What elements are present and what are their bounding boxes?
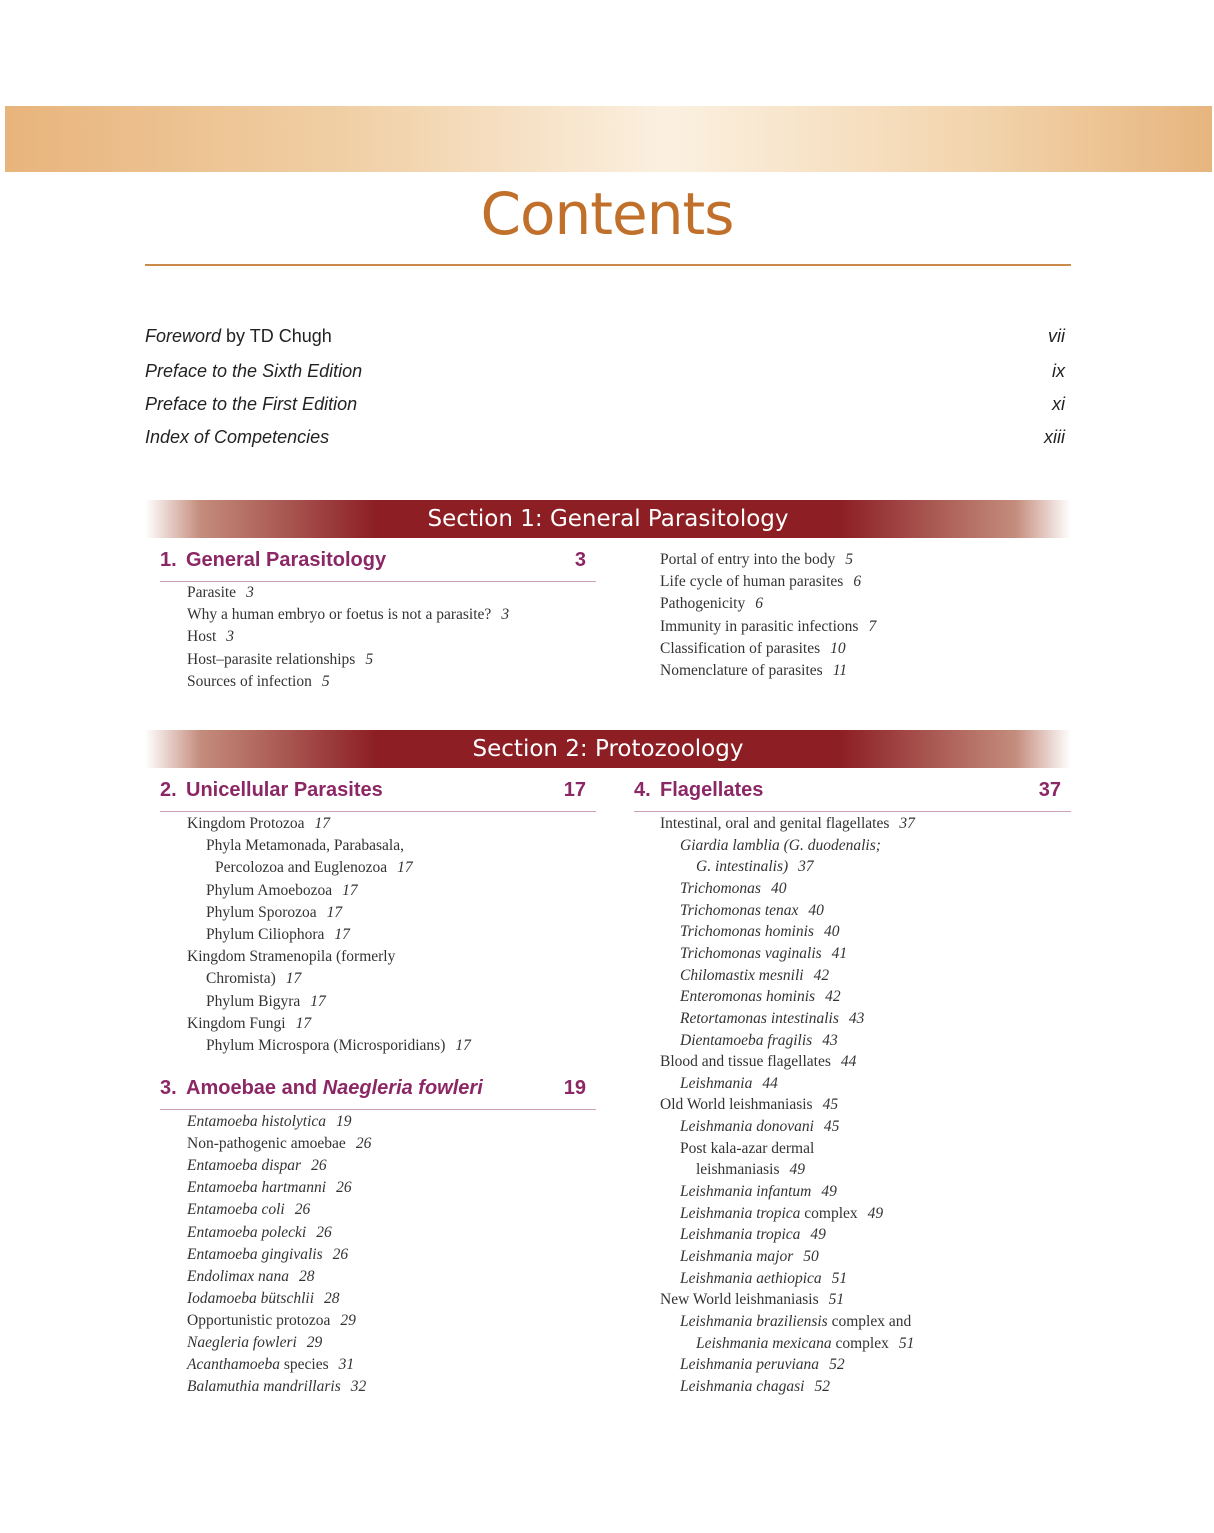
toc-entry (680, 1010, 864, 1028)
toc-entry-title: Leishmania donovani (680, 1118, 814, 1136)
toc-entry-page: 41 (831, 944, 848, 962)
toc-entry-title: New World leishmaniasis (660, 1291, 819, 1309)
toc-entry-page: 50 (803, 1248, 819, 1265)
toc-entry-page: 26 (332, 1245, 349, 1263)
toc-entry-page: 19 (336, 1113, 352, 1130)
toc-entry-title: Trichomonas hominis (680, 923, 814, 941)
toc-entry-title: Percolozoa and Euglenozoa (215, 859, 388, 877)
toc-entry (680, 1356, 845, 1374)
toc-entry-page: 28 (299, 1267, 315, 1285)
chapter-title: General Parasitology (186, 549, 387, 571)
toc-entry-page: 52 (814, 1377, 830, 1395)
toc-entry-title: Phyla Metamonada, Parabasala, (206, 837, 404, 855)
toc-entry (187, 1201, 310, 1219)
toc-entry (187, 815, 330, 833)
toc-entry-page: 49 (789, 1161, 806, 1179)
chapter-page: 37 (1038, 779, 1061, 801)
front-item-preface-first (145, 394, 1065, 424)
toc-entry (206, 904, 342, 922)
toc-entry-page: 17 (397, 859, 413, 877)
toc-entry-page: 51 (828, 1291, 845, 1309)
toc-entry (187, 1268, 315, 1286)
chapter-title-plain: Amoebae and (186, 1077, 323, 1099)
toc-entry-title: Leishmania tropica (680, 1204, 801, 1222)
chapter-number: 1. (160, 549, 177, 571)
toc-entry (680, 1205, 883, 1223)
toc-entry-page: 42 (825, 988, 841, 1006)
toc-entry-title: Life cycle of human parasites (660, 573, 844, 591)
toc-entry (206, 970, 301, 988)
toc-entry (187, 1135, 371, 1153)
toc-entry (696, 858, 814, 876)
toc-entry-title: Non-pathogenic amoebae (187, 1135, 346, 1153)
toc-entry-title: Portal of entry into the body (660, 551, 836, 568)
chapter-title: Unicellular Parasites (186, 779, 383, 801)
toc-entry-page: 49 (867, 1204, 884, 1222)
toc-entry-page: 17 (295, 1014, 312, 1032)
toc-entry-title: Parasite (187, 584, 237, 601)
toc-entry-title: Leishmania aethiopica (680, 1269, 822, 1287)
toc-entry (680, 1270, 847, 1288)
toc-entry-title: Kingdom Protozoa (187, 815, 305, 832)
toc-entry-title: Trichomonas vaginalis (680, 944, 822, 962)
toc-entry-title: Trichomonas (680, 879, 761, 897)
toc-entry-title: Entamoeba dispar (187, 1157, 302, 1175)
toc-entry (187, 948, 395, 966)
toc-entry (680, 923, 839, 941)
chapter-heading-1 (160, 549, 596, 582)
toc-entry-title: Acanthamoeba (187, 1356, 280, 1374)
toc-entry (680, 902, 824, 920)
toc-entry (680, 1378, 830, 1396)
toc-entry (206, 926, 350, 944)
toc-entry-title: Sources of infection (187, 672, 312, 690)
toc-entry (206, 1037, 471, 1055)
toc-entry-page: 17 (285, 970, 302, 988)
toc-entry-page: 44 (762, 1074, 778, 1092)
toc-entry-page: 44 (840, 1053, 857, 1071)
toc-entry-title: Classification of parasites (660, 639, 821, 657)
toc-entry (680, 837, 881, 855)
toc-entry-page: 26 (336, 1179, 352, 1197)
toc-entry (187, 1224, 332, 1242)
toc-entry (187, 1157, 327, 1175)
toc-entry-page: 49 (810, 1226, 826, 1244)
front-item-page: vii (1048, 326, 1065, 346)
chapter-title-italic: Naegleria fowleri (322, 1077, 483, 1099)
toc-entry (660, 815, 915, 833)
toc-entry-title: leishmaniasis (696, 1161, 780, 1179)
toc-entry (680, 1075, 778, 1093)
toc-entry-page: 43 (848, 1009, 865, 1027)
front-item-page: xi (1052, 394, 1065, 414)
chapter-page: 3 (574, 549, 586, 571)
toc-entry-title: Leishmania infantum (680, 1183, 812, 1201)
toc-entry-title: Entamoeba hartmanni (187, 1179, 327, 1197)
front-item-label: Foreword (145, 326, 222, 346)
toc-entry-page: 29 (306, 1334, 323, 1351)
toc-entry-title: Post kala-azar dermal (680, 1139, 815, 1157)
toc-entry-title: Giardia lamblia (G. duodenalis; (680, 836, 881, 854)
toc-entry-page: 3 (246, 584, 254, 601)
toc-entry-page: 17 (342, 881, 358, 899)
toc-entry-title: Leishmania braziliensis (680, 1312, 828, 1330)
toc-entry-page: 43 (822, 1031, 838, 1049)
chapter-page: 17 (563, 779, 586, 801)
chapter-title (186, 1077, 483, 1100)
toc-entry-title: Leishmania tropica (680, 1226, 801, 1244)
front-item-label: Index of Competencies (145, 427, 330, 447)
chapter-title: Flagellates (660, 779, 764, 801)
toc-entry-page: 37 (899, 815, 915, 832)
toc-entry-title: Phylum Ciliophora (206, 926, 325, 943)
toc-entry-page: 26 (311, 1157, 327, 1175)
front-item-label-rest: by TD Chugh (221, 326, 332, 346)
toc-entry-title: Leishmania peruviana (680, 1356, 820, 1374)
toc-entry-page: 10 (830, 639, 846, 657)
toc-entry-title: Pathogenicity (660, 595, 746, 613)
toc-entry-title: Naegleria fowleri (187, 1334, 297, 1351)
toc-entry-title-suffix: species (279, 1356, 329, 1374)
toc-entry (187, 651, 373, 669)
page-title: Contents (480, 180, 734, 248)
toc-entry-page: 45 (822, 1096, 839, 1114)
toc-entry (660, 1096, 838, 1114)
toc-entry-title: Host–parasite relationships (187, 650, 356, 668)
toc-entry (680, 945, 847, 963)
toc-entry (680, 967, 829, 985)
toc-entry-page: 40 (770, 879, 787, 897)
toc-entry (680, 1118, 839, 1136)
toc-entry-page: 51 (831, 1269, 848, 1287)
toc-entry-page: 31 (338, 1356, 355, 1374)
toc-entry-title: Why a human embryo or foetus is not a parasite? (187, 606, 492, 624)
toc-entry (696, 1335, 914, 1353)
chapter-heading-2 (160, 779, 596, 812)
toc-entry (660, 595, 763, 613)
toc-entry-page: 6 (853, 573, 862, 591)
toc-entry-title-suffix: complex (800, 1204, 858, 1222)
front-item-page: ix (1052, 361, 1065, 381)
toc-entry-title: Chromista) (206, 970, 276, 988)
toc-entry-page: 17 (310, 992, 326, 1010)
toc-entry (206, 882, 358, 900)
toc-entry (187, 1290, 340, 1308)
chapter-page: 19 (563, 1077, 586, 1099)
chapter-heading-3 (160, 1077, 596, 1110)
toc-entry-page: 6 (755, 595, 763, 613)
toc-entry-title: Trichomonas tenax (680, 901, 799, 919)
toc-entry-title: Leishmania chagasi (680, 1377, 805, 1395)
front-item-label: Preface to the First Edition (145, 394, 358, 414)
toc-entry-page: 26 (316, 1223, 332, 1241)
toc-entry (187, 1356, 354, 1374)
toc-entry (206, 993, 326, 1011)
toc-entry-page: 17 (455, 1037, 471, 1054)
toc-entry (680, 880, 786, 898)
toc-entry (187, 1334, 322, 1352)
front-item-index-competencies (145, 427, 1065, 457)
toc-entry-page: 49 (821, 1183, 837, 1201)
toc-entry-title: Immunity in parasitic infections (660, 617, 859, 635)
toc-entry-page: 17 (334, 926, 350, 943)
toc-entry (187, 1015, 311, 1033)
toc-entry (206, 837, 404, 855)
toc-entry-page: 51 (898, 1334, 915, 1352)
toc-entry-page: 29 (340, 1311, 356, 1329)
toc-entry-title: Leishmania major (680, 1248, 794, 1265)
toc-entry-title: G. intestinalis) (696, 858, 789, 876)
toc-entry-title: Dientamoeba fragilis (680, 1031, 813, 1049)
chapter-number: 3. (160, 1077, 177, 1099)
toc-entry-title: Enteromonas hominis (680, 988, 816, 1006)
toc-entry-title: Phylum Amoebozoa (206, 881, 333, 899)
toc-entry-page: 26 (294, 1201, 311, 1219)
toc-entry-page: 45 (823, 1118, 840, 1136)
front-item-preface-sixth (145, 361, 1065, 391)
toc-entry-title: Leishmania (680, 1074, 753, 1092)
toc-entry (660, 662, 847, 680)
toc-entry-title-suffix: complex (831, 1334, 889, 1352)
section-banner-1: Section 1: General Parasitology (145, 500, 1071, 538)
toc-entry-page: 42 (813, 966, 830, 984)
toc-entry-page: 40 (808, 901, 824, 919)
toc-entry-page: 3 (226, 628, 235, 646)
toc-entry-title: Entamoeba polecki (187, 1223, 307, 1241)
toc-entry (187, 1179, 352, 1197)
toc-entry (680, 1140, 814, 1158)
toc-entry (660, 551, 853, 569)
toc-entry-page: 3 (501, 606, 510, 624)
toc-entry-title: Intestinal, oral and genital flagellates (660, 815, 890, 832)
toc-entry (187, 673, 330, 691)
toc-entry (680, 1183, 837, 1201)
toc-entry-page: 17 (326, 903, 343, 921)
toc-entry-title: Old World leishmaniasis (660, 1096, 813, 1114)
chapter-number: 2. (160, 779, 177, 801)
toc-entry (187, 1312, 356, 1330)
toc-entry (187, 584, 254, 602)
toc-entry-page: 28 (324, 1289, 340, 1307)
toc-entry-title-suffix: complex and (827, 1312, 912, 1330)
toc-entry-title: Kingdom Stramenopila (formerly (187, 948, 396, 966)
toc-entry (680, 1313, 911, 1331)
toc-entry-page: 11 (832, 662, 848, 679)
toc-entry-title: Retortamonas intestinalis (680, 1009, 839, 1027)
toc-entry-title: Kingdom Fungi (187, 1014, 286, 1032)
toc-entry-page: 5 (845, 551, 853, 568)
toc-entry-page: 40 (823, 923, 840, 941)
toc-entry-title: Phylum Bigyra (206, 992, 301, 1010)
toc-entry (215, 859, 413, 877)
toc-entry-title: Endolimax nana (187, 1267, 290, 1285)
toc-entry (660, 573, 861, 591)
section-banner-2: Section 2: Protozoology (145, 730, 1071, 768)
top-decorative-band (5, 106, 1212, 172)
toc-entry (187, 1246, 348, 1264)
toc-entry-title: Entamoeba coli (187, 1201, 285, 1219)
toc-entry-page: 5 (365, 650, 374, 668)
toc-entry-page: 26 (355, 1135, 372, 1153)
toc-entry (696, 1161, 805, 1179)
front-item-foreword (145, 326, 1065, 356)
toc-entry (187, 606, 509, 624)
front-item-label: Preface to the Sixth Edition (145, 361, 363, 381)
toc-entry (660, 1053, 856, 1071)
toc-entry-page: 37 (798, 858, 814, 876)
toc-entry-title: Blood and tissue flagellates (660, 1053, 831, 1071)
toc-entry-page: 52 (829, 1356, 845, 1374)
toc-entry-title: Nomenclature of parasites (660, 662, 823, 679)
toc-entry (660, 1291, 844, 1309)
toc-entry (660, 640, 846, 658)
toc-entry-title: Phylum Microspora (Microsporidians) (206, 1037, 446, 1054)
toc-entry (187, 1113, 352, 1131)
toc-entry (680, 1226, 826, 1244)
toc-entry-title: Host (187, 628, 217, 646)
chapter-number: 4. (634, 779, 651, 801)
toc-entry-page: 32 (350, 1378, 367, 1396)
toc-entry-title: Leishmania mexicana (696, 1334, 832, 1352)
toc-entry (680, 1032, 838, 1050)
title-rule (145, 264, 1071, 266)
toc-entry-title: Balamuthia mandrillaris (187, 1378, 341, 1396)
toc-entry (660, 618, 876, 636)
toc-entry-title: Phylum Sporozoa (206, 903, 317, 921)
chapter-heading-4 (634, 779, 1071, 812)
front-item-page: xiii (1044, 427, 1065, 447)
toc-entry-title: Entamoeba gingivalis (187, 1245, 323, 1263)
toc-entry (680, 1248, 819, 1266)
toc-entry-page: 7 (868, 617, 877, 635)
toc-entry-title: Iodamoeba bütschlii (187, 1289, 314, 1307)
toc-entry (680, 988, 841, 1006)
toc-entry-title: Chilomastix mesnili (680, 966, 804, 984)
toc-entry-title: Entamoeba histolytica (187, 1113, 327, 1130)
toc-entry-page: 5 (321, 672, 330, 690)
toc-entry-title: Opportunistic protozoa (187, 1311, 331, 1329)
toc-entry (187, 628, 234, 646)
toc-entry (187, 1378, 366, 1396)
toc-entry-page: 17 (314, 815, 331, 832)
